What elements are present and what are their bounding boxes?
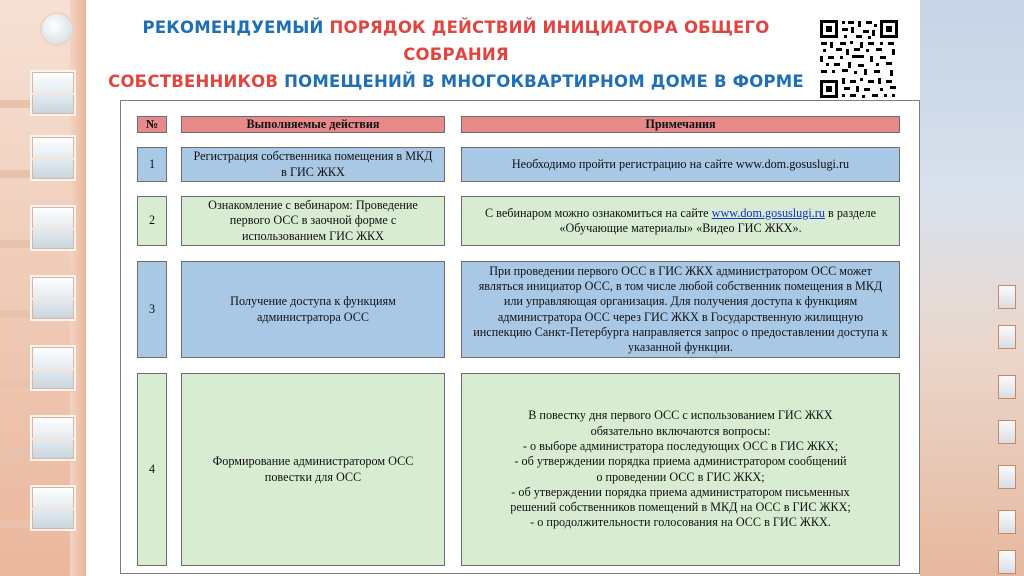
- row-2-note-after: в разделе «Обучающие материалы» «Видео ГИС ЖКХ».: [559, 205, 877, 235]
- building-window: [30, 415, 76, 461]
- gosuslugi-link[interactable]: www.dom.gosuslugi.ru: [711, 205, 825, 220]
- round-window: [40, 12, 74, 46]
- balcony-rail: [0, 100, 30, 108]
- row-2-number: 2: [137, 196, 167, 246]
- row-3-number: 3: [137, 261, 167, 358]
- building-window: [998, 420, 1016, 444]
- building-window: [30, 275, 76, 321]
- building-window: [998, 510, 1016, 534]
- building-window: [30, 205, 76, 251]
- row-3-note: При проведении первого ОСС в ГИС ЖКХ администратором ОСС может являться инициатор ОСС, в том числе любой собственник помещения в МКД или управляющая организация. Для получения доступа к функциям администратора ОСС через ГИС ЖКХ в Государственную жилищную инспекцию Санкт-Петербурга направляется запрос о предоставлении доступа к указанной функции.: [461, 261, 900, 358]
- balcony-rail: [0, 520, 30, 528]
- title-fragment: РЕКОМЕНДУЕМЫЙ: [142, 18, 330, 37]
- row-2-note-before: С вебинаром можно ознакомиться на сайте: [484, 205, 712, 220]
- row-3-action: Получение доступа к функциям администратора ОСС: [181, 261, 445, 358]
- building-window: [998, 375, 1016, 399]
- balcony-rail: [0, 310, 30, 318]
- header-actions: Выполняемые действия: [181, 116, 445, 133]
- building-window: [30, 485, 76, 531]
- building-window: [30, 135, 76, 181]
- balcony-rail: [0, 380, 30, 388]
- building-window: [998, 325, 1016, 349]
- balcony-rail: [0, 170, 30, 178]
- header-notes: Примечания: [461, 116, 900, 133]
- balcony-rail: [0, 240, 30, 248]
- qr-code-icon[interactable]: [818, 18, 900, 100]
- building-window: [998, 550, 1016, 574]
- background-building-left: [0, 0, 86, 576]
- title-line-1: [100, 14, 812, 68]
- row-2-note-text: [472, 206, 889, 237]
- title-fragment: СОБСТВЕННИКОВ: [108, 72, 285, 91]
- balcony-rail: [0, 450, 30, 458]
- row-1-action: Регистрация собственника помещения в МКД в ГИС ЖКХ: [181, 147, 445, 182]
- building-window: [30, 345, 76, 391]
- row-4-number: 4: [137, 373, 167, 566]
- row-2-action: Ознакомление с вебинаром: Проведение первого ОСС в заочной форме с использованием ГИС ЖКХ: [181, 196, 445, 246]
- title-fragment: ПОМЕЩЕНИЙ В МНОГОКВАРТИРНОМ ДОМЕ В ФОРМЕ: [284, 72, 804, 91]
- row-2-note: [461, 196, 900, 246]
- building-window: [998, 465, 1016, 489]
- title-fragment: ПОРЯДОК ДЕЙСТВИЙ ИНИЦИАТОРА ОБЩЕГО СОБРАНИЯ: [329, 18, 770, 64]
- header-number: №: [137, 116, 167, 133]
- building-window: [998, 285, 1016, 309]
- row-4-note: В повестку дня первого ОСС с использованием ГИС ЖКХ обязательно включаются вопросы: - о выборе администратора последующих ОСС в ГИС ЖКХ; - об утверждении порядка приема администратором сообщений о проведении ОСС в ГИС ЖКХ; - об утверждении порядка приема администратором письменных решений собственников помещений в МКД на ОСС в ГИС ЖКХ; - о продолжительности голосования на ОСС в ГИС ЖКХ.: [461, 373, 900, 566]
- row-1-note: Необходимо пройти регистрацию на сайте www.dom.gosuslugi.ru: [461, 147, 900, 182]
- building-window: [30, 70, 76, 116]
- row-1-number: 1: [137, 147, 167, 182]
- row-4-action: Формирование администратором ОСС повестки для ОСС: [181, 373, 445, 566]
- title-line-2: [100, 68, 812, 95]
- qr-code-graphic: [818, 18, 900, 100]
